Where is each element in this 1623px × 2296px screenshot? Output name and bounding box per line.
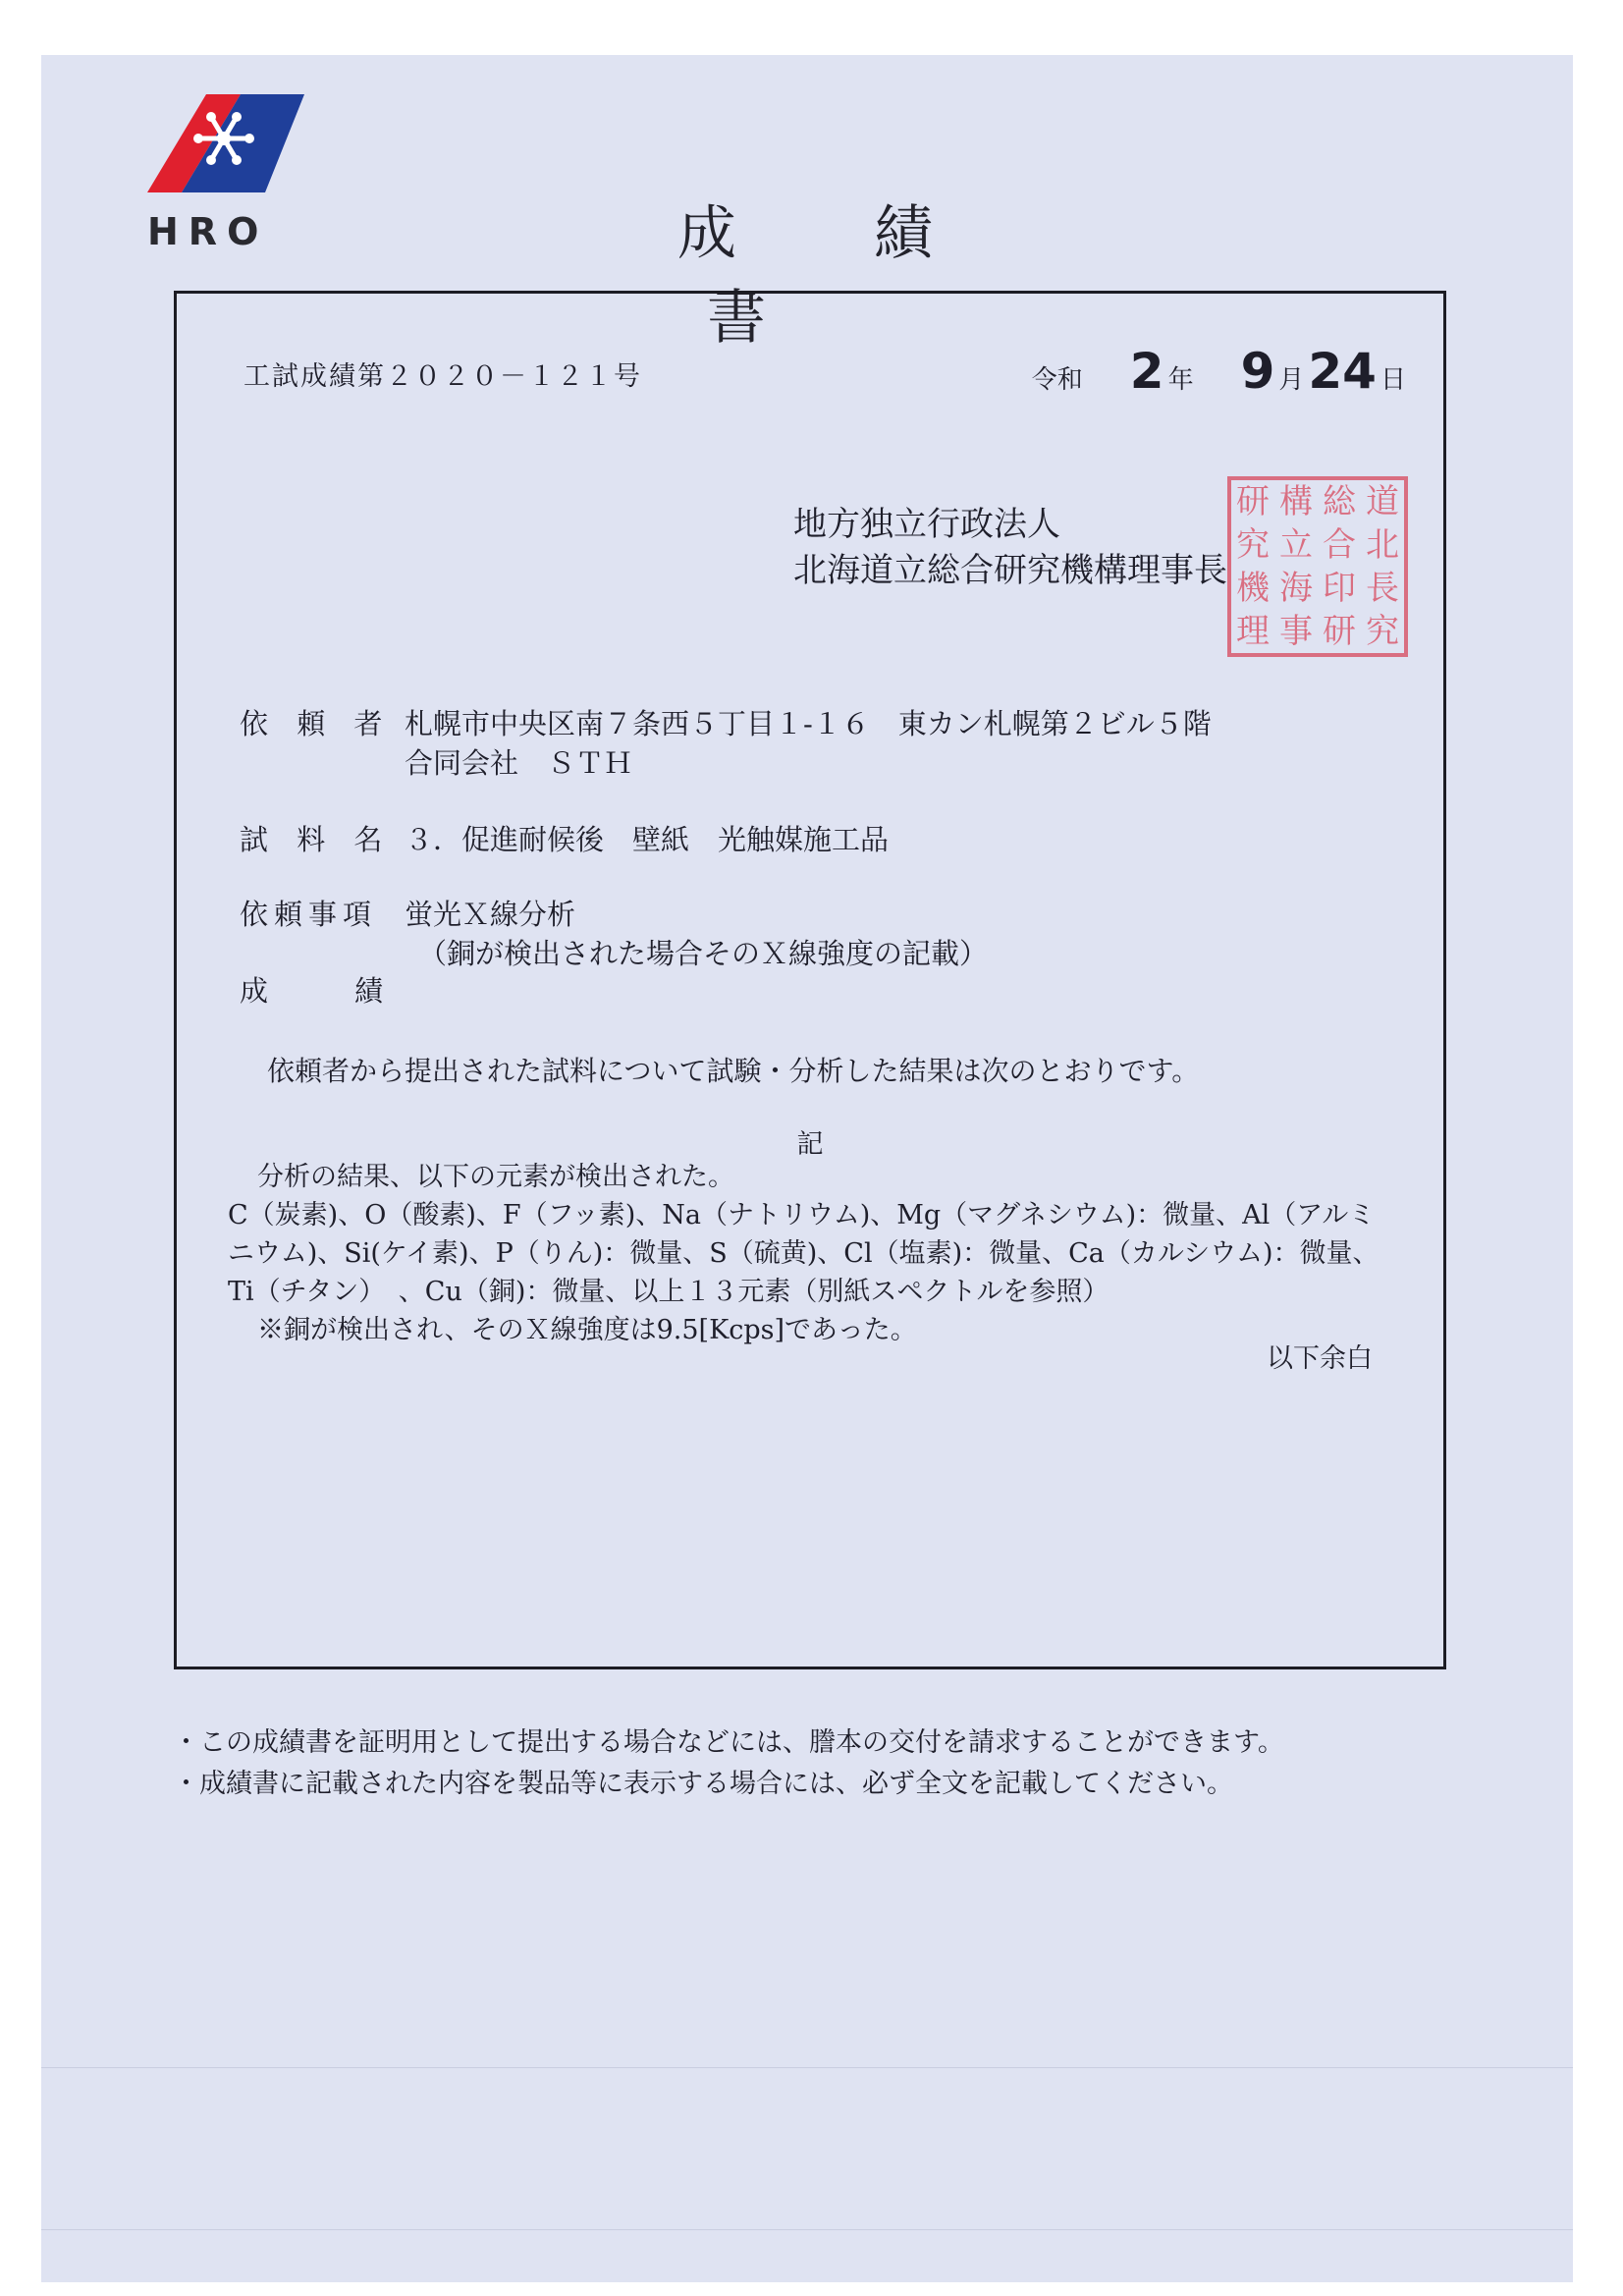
seal-char: 長 <box>1366 569 1399 608</box>
snowflake-flag-icon <box>147 94 304 202</box>
intro-text: 依頼者から提出された試料について試験・分析した結果は次のとおりです。 <box>267 1055 1200 1087</box>
requester-name: 合同会社 ＳＴＨ <box>405 746 633 780</box>
seal-char: 機 <box>1236 569 1270 608</box>
date-year: 2 <box>1129 343 1164 400</box>
results-line: ※銅が検出され、そのＸ線強度は9.5[Kcps]であった。 <box>257 1315 917 1345</box>
seal-char: 総 <box>1323 482 1356 521</box>
request-value: 蛍光Ｘ線分析 <box>405 898 576 931</box>
date-era: 令和 <box>1031 365 1083 395</box>
seal-char: 理 <box>1236 612 1270 651</box>
results-line: 分析の結果、以下の元素が検出された。 <box>257 1162 734 1192</box>
official-seal <box>1227 476 1408 657</box>
seal-char: 海 <box>1279 569 1313 608</box>
footer-note: ・成績書に記載された内容を製品等に表示する場合には、必ず全文を記載してください。 <box>173 1769 1233 1799</box>
seal-char: 究 <box>1236 525 1270 565</box>
sample-value: ３．促進耐候後 壁紙 光触媒施工品 <box>405 823 890 856</box>
sample-field <box>240 820 889 859</box>
footer-note: ・この成績書を証明用として提出する場合などには、謄本の交付を請求することができます。 <box>173 1727 1284 1758</box>
requester-label: 依 頼 者 <box>240 707 393 740</box>
ki-heading: 記 <box>796 1129 824 1160</box>
seal-char: 究 <box>1366 612 1399 651</box>
request-note: （銅が検出された場合そのＸ線強度の記載） <box>418 937 989 970</box>
issuer <box>793 502 1227 594</box>
footer-notes <box>173 1722 1284 1805</box>
hro-logo <box>147 94 304 261</box>
result-field <box>240 971 405 1011</box>
results-line: Ti（チタン） 、Cu（銅)：微量、以上１３元素（別紙スペクトルを参照） <box>228 1277 1109 1307</box>
request-field <box>240 895 988 973</box>
seal-char: 構 <box>1279 482 1313 521</box>
seal-char: 研 <box>1236 482 1270 521</box>
issuer-line1: 地方独立行政法人 <box>793 505 1060 544</box>
page-title: 成績書 <box>677 199 1070 353</box>
sample-label: 試 料 名 <box>240 823 393 856</box>
seal-char: 事 <box>1279 612 1313 651</box>
scan-line <box>41 2229 1573 2230</box>
request-label: 依頼事項 <box>240 898 378 931</box>
results-line: ニウム)、Si(ケイ素)、P（りん)：微量、S（硫黄)、Cl（塩素)：微量、Ca（カルシウム)：微量、 <box>228 1238 1380 1269</box>
date-month-unit: 月 <box>1278 365 1305 395</box>
seal-char: 北 <box>1366 525 1399 565</box>
seal-char: 印 <box>1323 569 1356 608</box>
document-number: 工試成績第２０２０－１２１号 <box>243 361 642 392</box>
logo-text: HRO <box>147 210 269 253</box>
date-year-unit: 年 <box>1167 365 1194 395</box>
seal-char: 研 <box>1323 612 1356 651</box>
scan-line <box>41 2067 1573 2068</box>
result-label: 成 績 <box>240 974 394 1008</box>
requester-address: 札幌市中央区南７条西５丁目１-１６ 東カン札幌第２ビル５階 <box>405 707 1212 740</box>
certificate-box <box>174 291 1446 1669</box>
issue-date <box>1032 343 1406 400</box>
seal-char: 合 <box>1323 525 1356 565</box>
seal-char: 立 <box>1279 525 1313 565</box>
date-day-unit: 日 <box>1380 365 1406 395</box>
requester-field <box>240 704 1212 783</box>
results-line: C（炭素)、O（酸素)、F（フッ素)、Na（ナトリウム)、Mg（マグネシウム)：微量、Al（アルミ <box>228 1200 1376 1230</box>
date-month: 9 <box>1240 343 1275 400</box>
results-text <box>228 1158 1418 1349</box>
issuer-line2: 北海道立総合研究機構理事長 <box>793 551 1227 590</box>
remainder-blank: 以下余白 <box>1267 1343 1373 1374</box>
seal-char: 道 <box>1366 482 1399 521</box>
date-day: 24 <box>1308 343 1377 400</box>
